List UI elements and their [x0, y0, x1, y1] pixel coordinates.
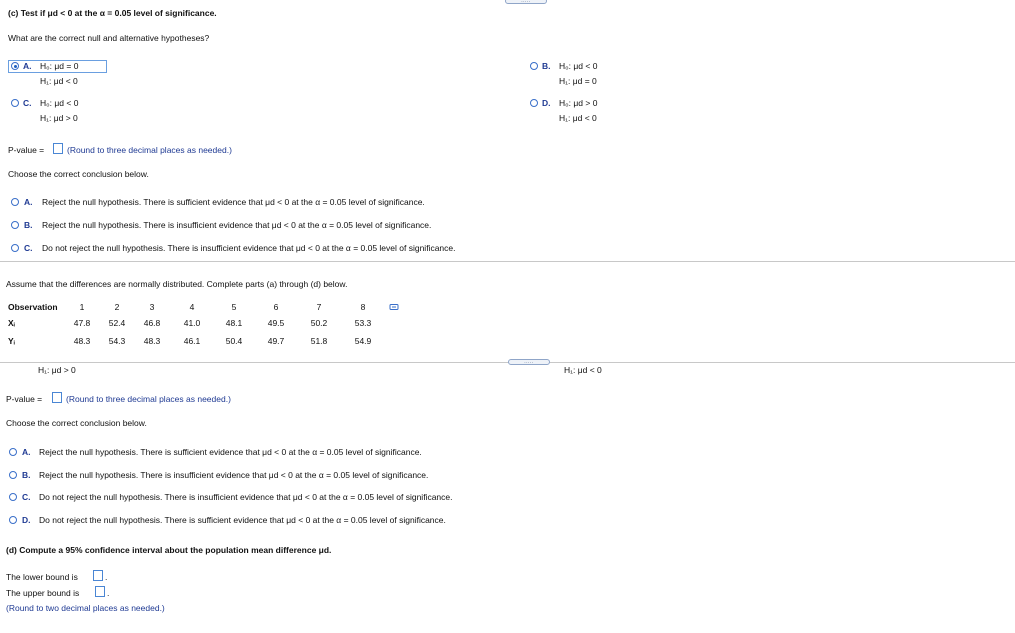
pvalue-hint: (Round to three decimal places as needed.) [67, 145, 232, 155]
obs-col-8: 8 [360, 302, 366, 312]
hyp-option-a-radio[interactable] [11, 62, 19, 70]
lower-bound-label: The lower bound is [6, 572, 78, 582]
y-value: 50.4 [225, 336, 243, 346]
y-value: 54.3 [108, 336, 126, 346]
x-value: 41.0 [183, 318, 201, 328]
lower-bound-input[interactable] [93, 570, 103, 581]
obs-col-5: 5 [231, 302, 237, 312]
hyp-option-c-letter: C. [23, 98, 32, 108]
conclusion2-c-letter: C. [22, 492, 31, 502]
part-d-heading: (d) Compute a 95% confidence interval about the population mean difference μd. [6, 545, 332, 555]
hyp-option-a-h1: H₁: μd < 0 [40, 76, 78, 86]
pvalue-label: P-value = [8, 145, 45, 155]
conclusion-prompt: Choose the correct conclusion below. [8, 169, 149, 179]
y-value: 54.9 [354, 336, 372, 346]
expand-dots[interactable]: ..... [508, 359, 550, 365]
x-value: 48.1 [225, 318, 243, 328]
y-value: 46.1 [183, 336, 201, 346]
row-y-label: Yᵢ [8, 336, 15, 346]
hyp-option-d-letter: D. [542, 98, 551, 108]
x-value: 53.3 [354, 318, 372, 328]
obs-col-7: 7 [316, 302, 322, 312]
conclusion2-d-text: Do not reject the null hypothesis. There is sufficient evidence that μd < 0 at the α = 0.05 level of significance. [39, 515, 446, 525]
hyp-option-c-radio[interactable] [11, 99, 19, 107]
partial-hypothesis-left: H₁: μd > 0 [38, 365, 76, 375]
partial-hypothesis-right: H₁: μd < 0 [564, 365, 602, 375]
x-value: 50.2 [310, 318, 328, 328]
obs-col-2: 2 [114, 302, 120, 312]
conclusion-b-letter: B. [24, 220, 33, 230]
hyp-option-d-h0: H₀: μd > 0 [559, 98, 598, 108]
assume-text: Assume that the differences are normally distributed. Complete parts (a) through (d) below. [6, 279, 348, 289]
y-value: 48.3 [143, 336, 161, 346]
conclusion2-a-text: Reject the null hypothesis. There is sufficient evidence that μd < 0 at the α = 0.05 level of significance. [39, 447, 422, 457]
row-x-label: Xᵢ [8, 318, 15, 328]
hypotheses-question: What are the correct null and alternative hypotheses? [8, 33, 210, 43]
conclusion-b-radio[interactable] [11, 221, 19, 229]
y-value: 48.3 [73, 336, 91, 346]
obs-col-1: 1 [79, 302, 85, 312]
conclusion2-a-radio[interactable] [9, 448, 17, 456]
obs-col-4: 4 [189, 302, 195, 312]
pvalue-input[interactable] [53, 143, 63, 154]
x-value: 47.8 [73, 318, 91, 328]
x-value: 46.8 [143, 318, 161, 328]
pvalue-input-2[interactable] [52, 392, 62, 403]
hyp-option-b-letter: B. [542, 61, 551, 71]
conclusion2-a-letter: A. [22, 447, 31, 457]
x-value: 49.5 [267, 318, 285, 328]
hyp-option-d-radio[interactable] [530, 99, 538, 107]
conclusion-a-radio[interactable] [11, 198, 19, 206]
conclusion-a-text: Reject the null hypothesis. There is sufficient evidence that μd < 0 at the α = 0.05 level of significance. [42, 197, 425, 207]
conclusion2-b-letter: B. [22, 470, 31, 480]
y-value: 49.7 [267, 336, 285, 346]
conclusion-c-text: Do not reject the null hypothesis. There is insufficient evidence that μd < 0 at the α = 0.05 level of significance. [42, 243, 456, 253]
copy-data-icon[interactable] [389, 303, 399, 311]
obs-col-6: 6 [273, 302, 279, 312]
x-value: 52.4 [108, 318, 126, 328]
conclusion-c-radio[interactable] [11, 244, 19, 252]
y-value: 51.8 [310, 336, 328, 346]
upper-bound-input[interactable] [95, 586, 105, 597]
period: . [107, 588, 110, 598]
conclusion2-c-text: Do not reject the null hypothesis. There is insufficient evidence that μd < 0 at the α = 0.05 level of significance. [39, 492, 453, 502]
upper-bound-label: The upper bound is [6, 588, 80, 598]
conclusion-prompt-2: Choose the correct conclusion below. [6, 418, 147, 428]
hyp-option-c-h1: H₁: μd > 0 [40, 113, 78, 123]
divider [0, 261, 1015, 262]
conclusion2-c-radio[interactable] [9, 493, 17, 501]
obs-col-3: 3 [149, 302, 155, 312]
hyp-option-d-h1: H₁: μd < 0 [559, 113, 597, 123]
conclusion-b-text: Reject the null hypothesis. There is insufficient evidence that μd < 0 at the α = 0.05 level of significance. [42, 220, 432, 230]
conclusion2-d-radio[interactable] [9, 516, 17, 524]
conclusion-a-letter: A. [24, 197, 33, 207]
observation-header: Observation [8, 302, 58, 312]
hyp-option-c-h0: H₀: μd < 0 [40, 98, 79, 108]
conclusion2-b-radio[interactable] [9, 471, 17, 479]
hyp-option-b-h0: H₀: μd < 0 [559, 61, 598, 71]
pvalue-hint-2: (Round to three decimal places as needed.) [66, 394, 231, 404]
conclusion2-b-text: Reject the null hypothesis. There is insufficient evidence that μd < 0 at the α = 0.05 level of significance. [39, 470, 429, 480]
expand-dots-top[interactable]: ..... [505, 0, 547, 4]
hyp-option-a-letter: A. [23, 61, 32, 71]
hyp-option-a-h0: H₀: μd = 0 [40, 61, 79, 71]
period: . [105, 572, 108, 582]
hyp-option-b-h1: H₁: μd = 0 [559, 76, 597, 86]
round-hint: (Round to two decimal places as needed.) [6, 603, 165, 613]
hyp-option-b-radio[interactable] [530, 62, 538, 70]
pvalue-label-2: P-value = [6, 394, 43, 404]
part-c-heading: (c) Test if μd < 0 at the α = 0.05 level of significance. [8, 8, 217, 18]
conclusion2-d-letter: D. [22, 515, 31, 525]
conclusion-c-letter: C. [24, 243, 33, 253]
